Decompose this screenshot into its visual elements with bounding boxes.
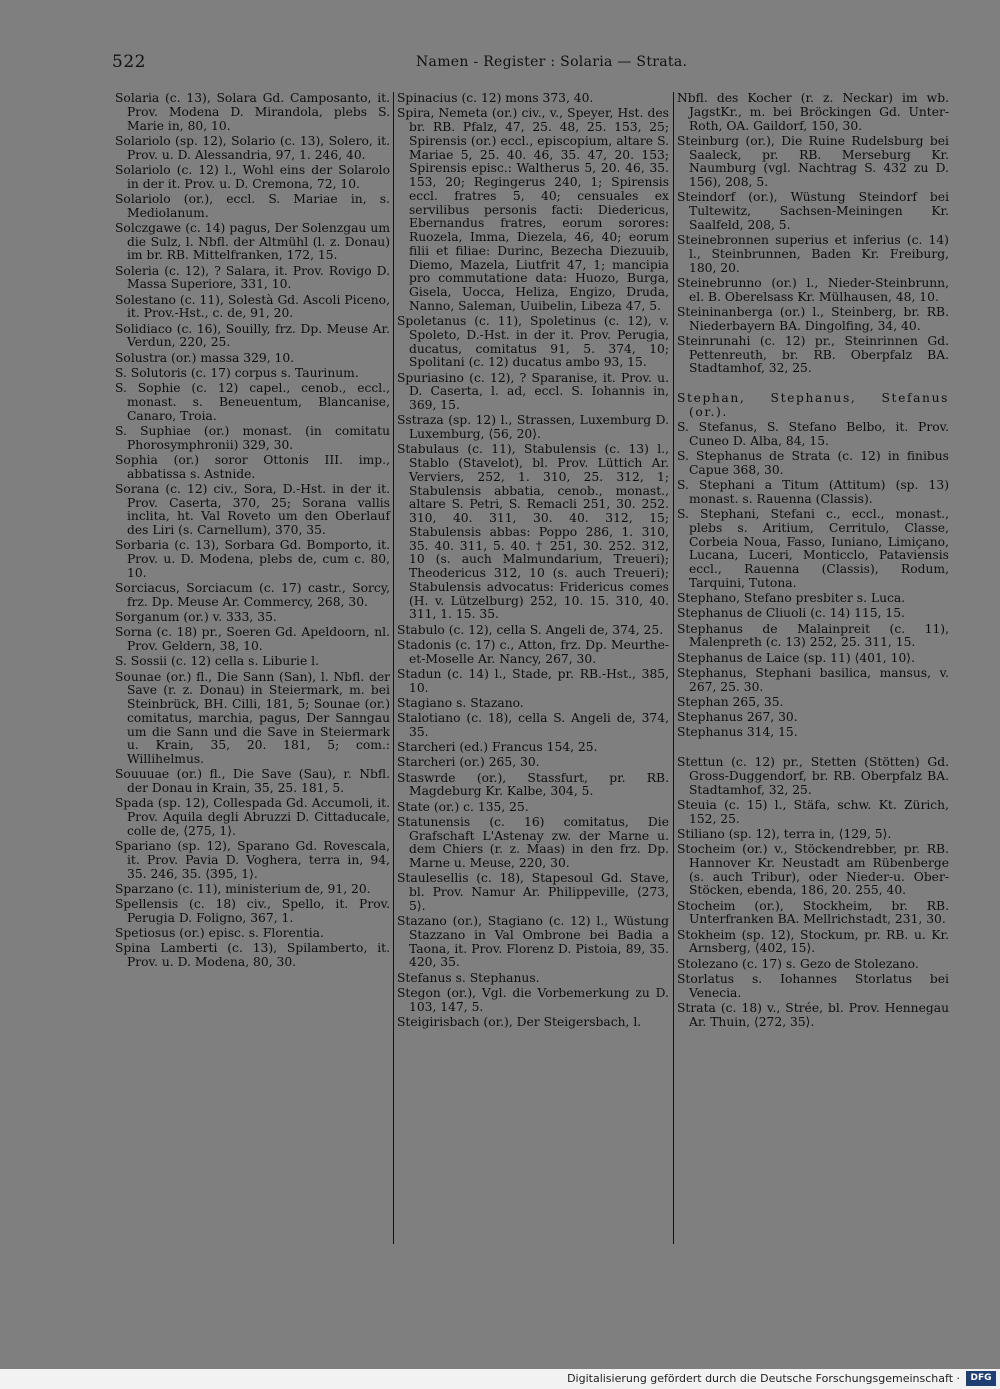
index-entry: S. Sophie (c. 12) capel., cenob., eccl., monast. s. Beneuentum, Blancanise, Canaro, Troia. xyxy=(115,381,390,423)
running-title: Namen - Register : Solaria — Strata. xyxy=(416,54,688,70)
index-entry: Solariolo (c. 12) l., Wohl eins der Solarolo in der it. Prov. u. D. Cremona, 72, 10. xyxy=(115,162,390,191)
index-entry: Stephano, Stefano presbiter s. Luca. xyxy=(677,591,906,605)
index-entry: Spina Lamberti (c. 13), Spilamberto, it. Prov. u. D. Modena, 80, 30. xyxy=(115,941,390,969)
index-entry: S. Stephani, Stefani c., eccl., monast., plebs s. Aritium, Cerritulo, Classe, Corbeia Noua, Fasso, Iuniano, Limiçano, Lucana, Luceri, Monticclo, Pataviensis eccl., Rauenna (Classis), Rodum, Tarquini, Tutona. xyxy=(677,507,949,590)
index-entry: Stokheim (sp. 12), Stockum, pr. RB. u. Kr. Arnsberg, ⟨402, 15⟩. xyxy=(677,927,949,956)
index-entry-continued: Nbfl. des Kocher (r. z. Neckar) im wb. JagstKr., m. bei Bröckingen Gd. Unter-Roth, OA. Gaildorf, 150, 30. xyxy=(677,91,949,133)
index-entry: Sorbaria (c. 13), Sorbara Gd. Bomporto, it. Prov. u. D. Modena, plebs de, cum c. 80, 10. xyxy=(115,538,390,580)
index-entry: Solariolo (or.), eccl. S. Mariae in, s. Mediolanum. xyxy=(115,191,390,220)
page-number: 522 xyxy=(112,52,146,72)
index-entry: Stalotiano (c. 18), cella S. Angeli de, 374, 35. xyxy=(397,711,669,739)
index-entry: Stephanus de Malainpreit (c. 11), Malenpreth (c. 13) 252, 25. 311, 15. xyxy=(677,621,949,650)
index-entry: Spetiosus (or.) episc. s. Florentia. xyxy=(115,926,324,940)
funding-notice: Digitalisierung gefördert durch die Deutsche Forschungsgemeinschaft · xyxy=(567,1372,960,1385)
index-entry: Staswrde (or.), Stassfurt, pr. RB. Magdeburg Kr. Kalbe, 304, 5. xyxy=(397,770,669,799)
index-entry: Sorna (c. 18) pr., Soeren Gd. Apeldoorn, nl. Prov. Geldern, 38, 10. xyxy=(115,625,390,653)
index-entry: Stabulo (c. 12), cella S. Angeli de, 374, 25. xyxy=(397,622,664,637)
index-entry: Sophia (or.) soror Ottonis III. imp., abbatissa s. Astnide. xyxy=(115,452,390,481)
index-entry: Stadun (c. 14) l., Stade, pr. RB.-Hst., 385, 10. xyxy=(397,666,669,695)
index-entry: Stephanus, Stephani basilica, mansus, v. 267, 25. 30. xyxy=(677,665,949,694)
index-entry: S. Solutoris (c. 17) corpus s. Taurinum. xyxy=(115,365,359,380)
index-entry: Stolezano (c. 17) s. Gezo de Stolezano. xyxy=(677,956,919,971)
index-entry: Solustra (or.) massa 329, 10. xyxy=(115,350,295,365)
index-entry: S. Suphiae (or.) monast. (in comitatu Phorosymphronii) 329, 30. xyxy=(115,423,390,452)
index-entry: Storlatus s. Iohannes Storlatus bei Venecia. xyxy=(677,971,949,1000)
index-entry: Steinebronnen superius et inferius (c. 14) l., Steinbrunnen, Baden Kr. Freiburg, 180, 20. xyxy=(677,233,949,275)
index-column-1 xyxy=(115,92,390,971)
dfg-logo-icon[interactable]: DFG xyxy=(966,1371,996,1386)
index-entry: Stephan 265, 35. xyxy=(677,694,784,709)
index-entry: Solczgawe (c. 14) pagus, Der Solenzgau um die Sulz, l. Nbfl. der Altmühl (l. z. Donau) im br. RB. Mittelfranken, 172, 15. xyxy=(115,220,390,263)
index-entry: Steigirisbach (or.), Der Steigersbach, l. xyxy=(397,1014,642,1029)
index-entry: Steinburg (or.), Die Ruine Rudelsburg bei Saaleck, pr. RB. Merseburg Kr. Naumburg (vgl. Nachtrag S. 432 zu D. 156), 208, 5. xyxy=(677,133,949,189)
index-entry: Spinacius (c. 12) mons 373, 40. xyxy=(397,91,594,105)
index-entry: Stefanus s. Stephanus. xyxy=(397,970,540,985)
index-entry: Stettun (c. 12) pr., Stetten (Stötten) Gd. Gross-Duggendorf, br. RB. Oberpfalz BA. Stadtamhof, 32, 25. xyxy=(677,755,949,797)
index-entry: Spellensis (c. 18) civ., Spello, it. Prov. Perugia D. Foligno, 367, 1. xyxy=(115,897,390,925)
index-entry: Solariolo (sp. 12), Solario (c. 13), Solero, it. Prov. u. D. Alessandria, 97, 1. 246, 40. xyxy=(115,133,390,162)
index-entry: S. Stephanus de Strata (c. 12) in finibus Capue 368, 30. xyxy=(677,449,949,477)
index-entry: S. Stefanus, S. Stefano Belbo, it. Prov. Cuneo D. Alba, 84, 15. xyxy=(677,420,949,448)
index-entry: Sorciacus, Sorciacum (c. 17) castr., Sorcy, frz. Dp. Meuse Ar. Commercy, 268, 30. xyxy=(115,581,390,609)
index-entry: Sounae (or.) fl., Die Sann (San), l. Nbfl. der Save (r. z. Donau) in Steiermark, m. bei Steinbrück, BH. Cilli, 181, 5; Sounae (or.) comitatus, marchia, pagus, Der Sanngau um die Sann und die Save in Steiermark u. Krain, 35, 20. 181, 5; com.: Willihelmus. xyxy=(115,669,390,766)
index-entry: Solestano (c. 11), Solestà Gd. Ascoli Piceno, it. Prov.-Hst., c. de, 91, 20. xyxy=(115,292,390,321)
index-entry: Stagiano s. Stazano. xyxy=(397,695,524,710)
index-entry: Stephanus 267, 30. xyxy=(677,710,798,724)
footer-bar xyxy=(0,1369,1000,1389)
index-entry: State (or.) c. 135, 25. xyxy=(397,799,529,814)
index-entry: Stephanus de Laice (sp. 11) ⟨401, 10⟩. xyxy=(677,650,915,665)
index-entry: Spada (sp. 12), Collespada Gd. Accumoli, it. Prov. Aquila degli Abruzzi D. Cittaducale, colle de, ⟨275, 1⟩. xyxy=(115,796,390,838)
column-divider-right xyxy=(673,92,674,1244)
index-entry: Spoletanus (c. 11), Spoletinus (c. 12), v. Spoleto, D.-Hst. in der it. Prov. Perugia, ducatus, comitatus 91, 5. 374, 10; Spolitani (c. 12) ducatus ambo 93, 15. xyxy=(397,314,669,370)
index-entry: S. Stephani a Titum (Attitum) (sp. 13) monast. s. Rauenna (Classis). xyxy=(677,478,949,506)
index-entry: S. Sossii (c. 12) cella s. Liburie l. xyxy=(115,654,320,669)
column-divider-left xyxy=(393,92,394,1244)
index-entry: Sstraza (sp. 12) l., Strassen, Luxemburg D. Luxemburg, ⟨56, 20⟩. xyxy=(397,413,669,441)
index-entry: Steininanberga (or.) l., Steinberg, br. RB. Niederbayern BA. Dingolfing, 34, 40. xyxy=(677,304,949,333)
index-entry: Spuriasino (c. 12), ? Sparanise, it. Prov. u. D. Caserta, l. ad, eccl. S. Iohannis in, 369, 15. xyxy=(397,370,669,412)
index-entry: Steuia (c. 15) l., Stäfa, schw. Kt. Zürich, 152, 25. xyxy=(677,797,949,826)
index-entry: Souuuae (or.) fl., Die Save (Sau), r. Nbfl. der Donau in Krain, 35, 25. 181, 5. xyxy=(115,767,390,795)
index-entry: Stocheim (or.) v., Stöckendrebber, pr. RB. Hannover Kr. Neustadt am Rübenberge (s. auch Tribur), oder Nieder-u. Ober-Stöcken, ebenda, 186, 20. 255, 40. xyxy=(677,842,949,898)
index-entry: Soleria (c. 12), ? Salara, it. Prov. Rovigo D. Massa Superiore, 331, 10. xyxy=(115,263,390,292)
index-column-3 xyxy=(677,92,949,1031)
index-entry: Steinrunahi (c. 12) pr., Steinrinnen Gd. Pettenreuth, br. RB. Oberpfalz BA. Stadtamhof, 32, 25. xyxy=(677,333,949,376)
index-entry: Staulesellis (c. 18), Stapesoul Gd. Stave, bl. Prov. Namur Ar. Philippeville, ⟨273, 5⟩. xyxy=(397,871,669,913)
index-entry: Solidiaco (c. 16), Souilly, frz. Dp. Meuse Ar. Verdun, 220, 25. xyxy=(115,321,390,350)
index-heading-entry: Stephan, Stephanus, Stefanus (or.). xyxy=(677,391,949,419)
index-entry: Solaria (c. 13), Solara Gd. Camposanto, it. Prov. Modena D. Mirandola, plebs S. Marie in, 80, 10. xyxy=(115,91,390,133)
index-entry: Stephanus de Cliuoli (c. 14) 115, 15. xyxy=(677,606,905,621)
index-entry: Statunensis (c. 16) comitatus, Die Grafschaft L'Astenay zw. der Marne u. dem Chiers (r. z. Maas) in den frz. Dp. Marne u. Meuse, 220, 30. xyxy=(397,814,669,870)
index-entry: Starcheri (or.) 265, 30. xyxy=(397,755,540,770)
index-entry: Steinebrunno (or.) l., Nieder-Steinbrunn, el. B. Oberelsass Kr. Mülhausen, 48, 10. xyxy=(677,275,949,304)
index-entry: Spariano (sp. 12), Sparano Gd. Rovescala, it. Prov. Pavia D. Voghera, terra in, 94, 35. 246, 35. ⟨395, 1⟩. xyxy=(115,839,390,881)
index-entry: Stiliano (sp. 12), terra in, ⟨129, 5⟩. xyxy=(677,826,892,841)
index-column-2 xyxy=(397,92,669,1031)
index-entry: Stabulaus (c. 11), Stabulensis (c. 13) l., Stablo (Stavelot), bl. Prov. Lüttich Ar. Verviers, 252, 1. 310, 25. 312, 1; Stabulensis abbatia, cenob., monast., altare S. Petri, S. Remacli 251, 30. 252. 310, 40. 311, 30. 40. 312, 15; Stabulensis abbas: Poppo 286, 1. 310, 35. 40. 311, 5. 40. † 251, 30. 252. 312, 10 (s. auch Malmundarium, Treueri); Theodericus 312, 10 (s. auch Treueri); Stabulensis advocatus: Fridericus comes (H. v. Lützelburg) 252, 10. 15. 310, 40. 311, 1. 15. 35. xyxy=(397,442,669,622)
index-entry: Sorganum (or.) v. 333, 35. xyxy=(115,610,277,624)
index-entry: Stadonis (c. 17) c., Atton, frz. Dp. Meurthe-et-Moselle Ar. Nancy, 267, 30. xyxy=(397,637,669,666)
index-entry: Sorana (c. 12) civ., Sora, D.-Hst. in der it. Prov. Caserta, 370, 25; Sorana vallis inclita, ht. Val Roveto um den Oberlauf des Liri (s. Carnellum), 370, 35. xyxy=(115,481,390,537)
index-entry: Sparzano (c. 11), ministerium de, 91, 20. xyxy=(115,881,371,896)
index-entry: Strata (c. 18) v., Strée, bl. Prov. Hennegau Ar. Thuin, ⟨272, 35⟩. xyxy=(677,1000,949,1029)
index-entry: Stephanus 314, 15. xyxy=(677,725,798,740)
index-entry: Stegon (or.), Vgl. die Vorbemerkung zu D. 103, 147, 5. xyxy=(397,985,669,1014)
index-entry: Stazano (or.), Stagiano (c. 12) l., Wüstung Stazzano in Val Ombrone bei Badia a Taona, it. Prov. Florenz D. Pistoia, 89, 35. 420, 35. xyxy=(397,914,669,970)
index-entry: Stocheim (or.), Stockheim, br. RB. Unterfranken BA. Mellrichstadt, 231, 30. xyxy=(677,898,949,927)
index-entry: Steindorf (or.), Wüstung Steindorf bei Tultewitz, Sachsen-Meiningen Kr. Saalfeld, 208, 5. xyxy=(677,190,949,232)
page-header xyxy=(0,52,1000,76)
index-entry: Starcheri (ed.) Francus 154, 25. xyxy=(397,740,598,754)
index-entry: Spira, Nemeta (or.) civ., v., Speyer, Hst. des br. RB. Pfalz, 47, 25. 48, 25. 153, 25; Spirensis (or.) eccl., episcopium, altare S. Mariae 5, 25. 40. 46, 35. 47, 20. 153; Spirensis episc.: Waltherus 5, 20. 46, 35. 153, 20; Regingerus 240, 1; Spirensis eccl. fratres 5, 40; censuales ex servilibus personis facti: Diedericus, Ebernandus fratres, eorum sorores: Ruozela, Imma, Diezela, 46, 40; eorum filii et filiae: Durinc, Bezecha Diezuuib, Diemo, Mazela, Liutfrit 47, 1; mancipia pro commutatione data: Huozo, Burga, Gisela, Uocca, Heliza, Engizo, Druda, Nanno, Saleman, Uuibelin, Libeza 47, 5. xyxy=(397,106,669,313)
